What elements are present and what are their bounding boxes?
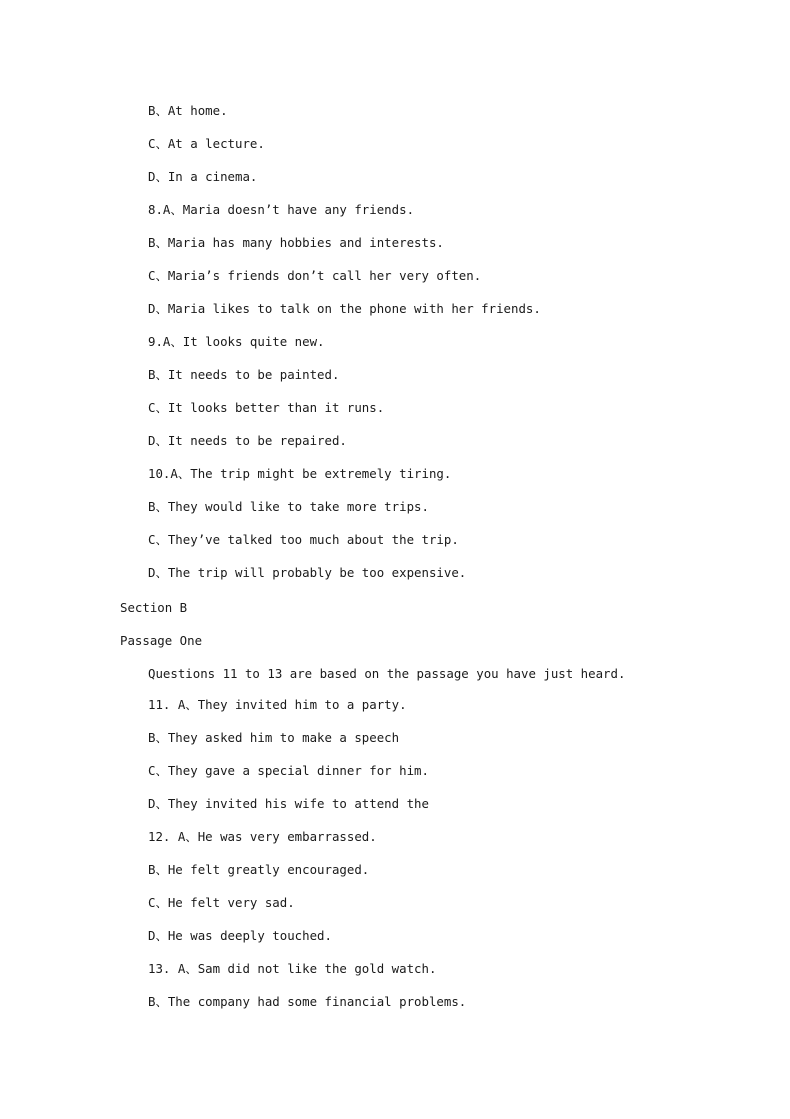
option-12c: C、He felt very sad.	[148, 895, 295, 910]
option-12d: D、He was deeply touched.	[148, 928, 332, 943]
option-11b: B、They asked him to make a speech	[148, 730, 400, 745]
question-11-option-a: 11. A、They invited him to a party.	[148, 697, 407, 712]
option-8d: D、Maria likes to talk on the phone with her friends.	[148, 301, 541, 316]
option-12b: B、He felt greatly encouraged.	[148, 862, 370, 877]
question-8-option-a: 8.A、Maria doesn’t have any friends.	[148, 202, 415, 217]
passage-instruction: Questions 11 to 13 are based on the passage you have just heard.	[148, 666, 626, 681]
passage-heading: Passage One	[120, 633, 203, 648]
option-7d: D、In a cinema.	[148, 169, 258, 184]
option-8b: B、Maria has many hobbies and interests.	[148, 235, 444, 250]
option-9d: D、It needs to be repaired.	[148, 433, 347, 448]
option-11c: C、They gave a special dinner for him.	[148, 763, 429, 778]
option-10c: C、They’ve talked too much about the trip.	[148, 532, 459, 547]
option-9b: B、It needs to be painted.	[148, 367, 340, 382]
option-10d: D、The trip will probably be too expensive.	[148, 565, 467, 580]
option-11d: D、They invited his wife to attend the	[148, 796, 429, 811]
option-7b: B、At home.	[148, 103, 228, 118]
option-7c: C、At a lecture.	[148, 136, 265, 151]
option-10b: B、They would like to take more trips.	[148, 499, 429, 514]
question-12-option-a: 12. A、He was very embarrassed.	[148, 829, 377, 844]
option-9c: C、It looks better than it runs.	[148, 400, 385, 415]
question-9-option-a: 9.A、It looks quite new.	[148, 334, 325, 349]
option-8c: C、Maria’s friends don’t call her very often.	[148, 268, 482, 283]
question-10-option-a: 10.A、The trip might be extremely tiring.	[148, 466, 452, 481]
section-heading: Section B	[120, 600, 188, 615]
option-13b: B、The company had some financial problems.	[148, 994, 467, 1009]
question-13-option-a: 13. A、Sam did not like the gold watch.	[148, 961, 437, 976]
